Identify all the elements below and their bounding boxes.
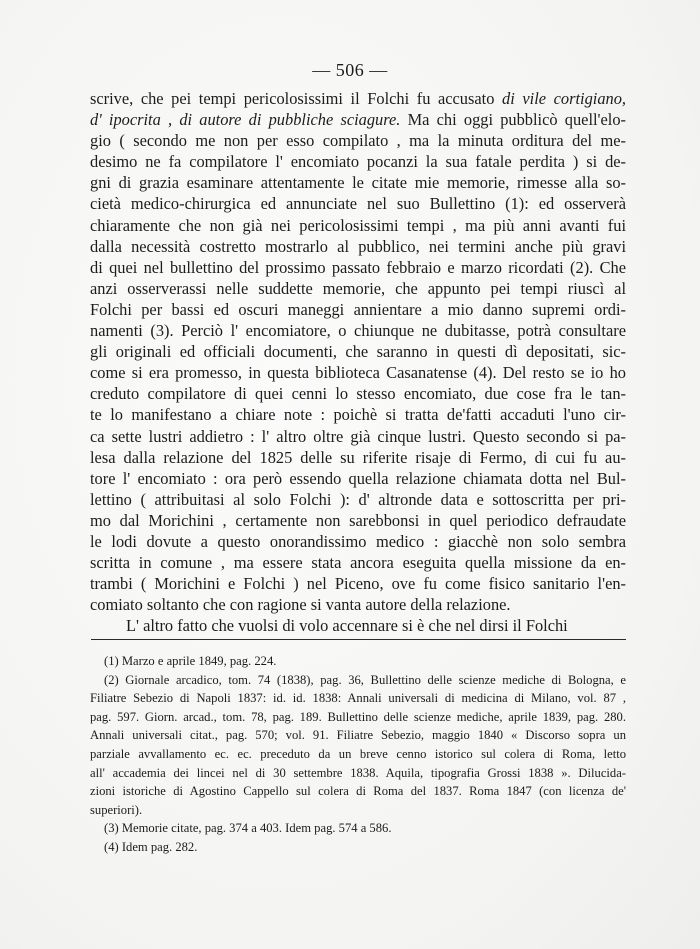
text-span: mo dal Morichini , certamente non sarebbonsi in quel periodico defraudate [90, 510, 626, 530]
text-span: dalla necessità costretto mostrarlo al pubblico, nei termini anche più gravi [90, 236, 626, 256]
text-span: gli originali ed officiali documenti, che saranno in questi dì depositati, sic- [90, 342, 626, 362]
text-line [90, 447, 626, 468]
footnote-line: all' accademia dei lincei nel di 30 settembre 1838. Aquila, tipografia Grossi 1838 ». Dilucida- [90, 765, 626, 780]
text-line [90, 130, 626, 151]
text-span: lettino ( attribuitasi al solo Folchi ): d' altronde data e sottoscritta per pri- [90, 489, 626, 509]
text-span: creduto compilatore di quei cenni lo stesso encomiato, due cose fra le tan- [90, 384, 626, 404]
text-span: L' altro fatto che vuolsi di volo accennare si è che nel dirsi il Folchi [126, 616, 568, 636]
footnote-line: parziale avvallamento ec. ec. preceduto da un breve cenno istorico sul colera di Roma, letto [90, 746, 626, 761]
text-line [90, 468, 626, 489]
text-line [90, 615, 626, 636]
text-span: cietà medico-chirurgica ed annunciate nel suo Bullettino (1): ed osserverà [90, 194, 626, 214]
text-line [90, 531, 626, 552]
text-line [90, 489, 626, 510]
text-line [90, 404, 626, 425]
text-line [90, 573, 626, 594]
text-span: Folchi per bassi ed oscuri maneggi annientare a mio danno supremi ordi- [90, 299, 626, 319]
italic-text-span: di vile cortigiano, [502, 89, 627, 108]
italic-text-span: d' ipocrita , di autore di pubbliche sciagure. [90, 110, 401, 130]
footnote-line: (3) Memorie citate, pag. 374 a 403. Idem pag. 574 a 586. [104, 821, 392, 836]
text-line [90, 215, 626, 236]
text-span: ca sette lustri addietro : l' altro oltre già cinque lustri. Questo secondo si pa- [90, 426, 626, 446]
text-line [90, 383, 626, 404]
text-span: lesa dalla relazione del 1825 delle su riferite risaje di Fermo, di cui fu au- [90, 447, 626, 467]
text-span: trambi ( Morichini e Folchi ) nel Piceno, ove fu come fisico sanitario l'en- [90, 574, 626, 594]
text-line [90, 257, 626, 278]
text-span: namenti (3). Perciò l' encomiatore, o chiunque ne dubitasse, potrà consultare [90, 321, 626, 341]
text-line [90, 426, 626, 447]
text-span: scritta in comune , ma essere stata ancora eseguita quella missione da en- [90, 553, 626, 573]
text-line [90, 362, 626, 383]
text-span: anzi osserverassi nelle suddette memorie, che appunto pei tempi riuscì al [90, 278, 626, 298]
text-span: Ma chi oggi pubblicò quell'elo- [400, 110, 626, 130]
footnote-line: zioni istoriche di Agostino Cappello sul colera di Roma del 1837. Roma 1847 (con licenza de' [90, 784, 626, 799]
text-span: desimo ne fa compilatore l' encomiato pocanzi la sua fatale perdita ) si de- [90, 152, 626, 172]
text-line [90, 299, 626, 320]
text-line [90, 88, 626, 109]
text-span: di quei nel bullettino del prossimo passato febbraio e marzo ricordati (2). Che [90, 257, 626, 277]
text-span: te lo manifestano a chiare note : poichè si tratta de'fatti accaduti l'uno cir- [90, 405, 626, 425]
text-span: chiaramente che non già nei pericolosissimi tempi , ma più anni avanti fui [90, 215, 626, 235]
text-span: tore l' encomiato : ora però essendo quella relazione chiamata dotta nel Bul- [90, 468, 626, 488]
footnote-separator-rule [91, 639, 626, 640]
main-text [90, 88, 626, 636]
footnote-line: superiori). [90, 802, 143, 817]
text-span: gio ( secondo me non per esso compilato , ma la minuta orditura del me- [90, 131, 626, 151]
text-span: scrive, che pei tempi pericolosissimi il Folchi fu accusato [90, 89, 503, 108]
footnote-line: (4) Idem pag. 282. [104, 839, 198, 854]
text-line [90, 552, 626, 573]
footnote-line: (2) Giornale arcadico, tom. 74 (1838), pag. 36, Bullettino delle scienze mediche di Bologna, e [104, 672, 626, 687]
text-line [90, 151, 626, 172]
footnote-line: (1) Marzo e aprile 1849, pag. 224. [104, 654, 277, 668]
footnote-line: Annali universali citat., pag. 570; vol. 91. Filiatre Sebezio, maggio 1840 « Discorso sopra un [90, 728, 626, 743]
footnote-line: pag. 597. Giorn. arcad., tom. 78, pag. 189. Bullettino delle scienze mediche, aprile 1839, pag. 280. [90, 709, 626, 724]
text-line [90, 341, 626, 362]
text-span: come si era promesso, in questa biblioteca Casanatense (4). Del resto se io ho [90, 363, 626, 383]
text-line [90, 172, 626, 193]
text-line [90, 193, 626, 214]
text-line [90, 320, 626, 341]
text-span: gni di grazia esaminare attentamente le citate mie memorie, rimesse alla so- [90, 173, 626, 193]
text-line [90, 236, 626, 257]
text-line [90, 278, 626, 299]
text-span: comiato soltanto che con ragione si vanta autore della relazione. [90, 595, 511, 615]
text-line [90, 594, 626, 615]
page-number: — 506 — [312, 60, 388, 80]
footnotes [90, 652, 626, 857]
text-span: le lodi dovute a questo onorandissimo medico : giacchè non solo sembra [90, 531, 626, 551]
footnote-line: Filiatre Sebezio di Napoli 1837: id. id. 1838: Annali universali di medicina di Milano, vol. 87 , [90, 691, 626, 706]
text-line [90, 510, 626, 531]
text-line [90, 109, 626, 130]
